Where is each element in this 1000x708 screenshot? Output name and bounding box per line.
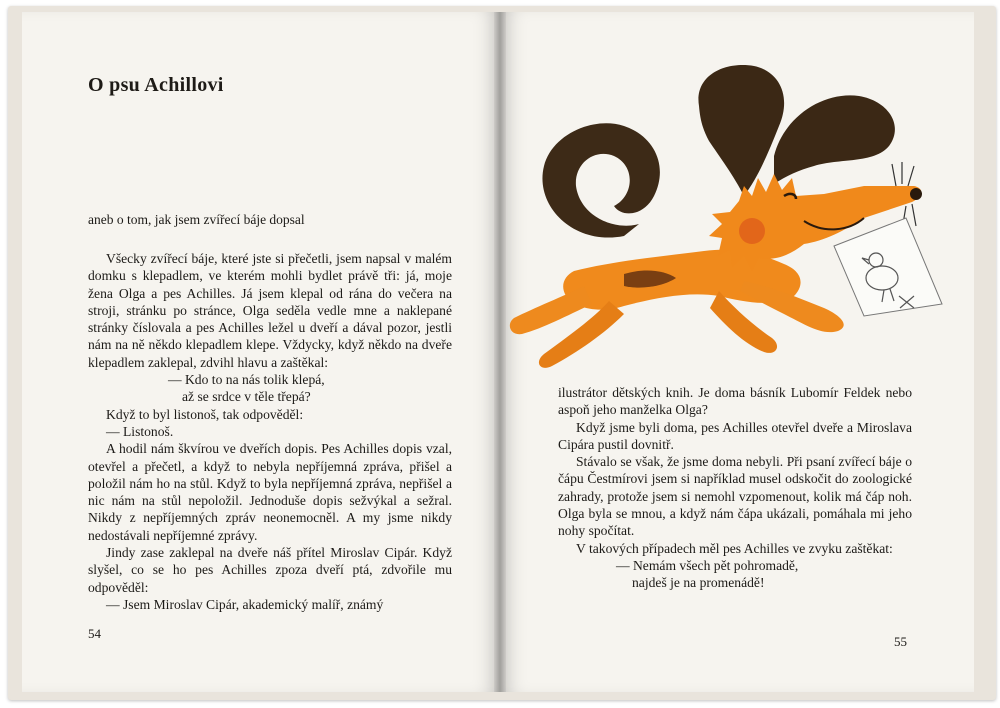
chapter-title: O psu Achillovi xyxy=(88,74,224,96)
dog-tail xyxy=(542,123,659,237)
dog-illustration xyxy=(504,46,954,376)
verse-line: až se srdce v těle třepá? xyxy=(182,389,311,405)
paragraph: Stávalo se však, že jsme doma nebyli. Při psaní zvířecí báje o čápu Čestmírovi jsem si například musel odskočit do zoologické zahrady, protože jsem si nemohl vzpomenout, kolik má čáp noh. Olga byla se mnou, a když nám čápa ukázali, pomáhala mi jeho nohy spočítat. xyxy=(558,454,912,539)
dog-cheek xyxy=(739,218,765,244)
paragraph: Když to byl listonoš, tak odpověděl: xyxy=(106,406,304,422)
dog-ear-right xyxy=(774,95,895,184)
left-page-text xyxy=(88,250,452,613)
right-page-text xyxy=(558,384,912,592)
dog-ear-left xyxy=(698,65,784,196)
paragraph: Všecky zvířecí báje, které jste si přečetli, jsem napsal v malém domku s klepadlem, ve kterém mohli bydlet právě tři: já, moje žena Olga a pes Achilles. Já jsem klepal od rána do večera na stroji, stránku po stránce, Olga seděla vedle mne a naklepané stránky číslovala a pes Achilles ležel u dveří a dával pozor, jestli nám na ně někdo klepadlem klepe. Vždycky, když někdo na dveře klepadlem zaklepal, zdvihl hlavu a zaštěkal: xyxy=(88,251,452,370)
dog-nose xyxy=(910,188,922,200)
paragraph: Když jsme byli doma, pes Achilles otevřel dveře a Miroslava Cipára pustil dovnitř. xyxy=(558,419,912,452)
book-gutter xyxy=(494,12,506,692)
dog-leg-back xyxy=(510,286,592,334)
verse-line: — Nemám všech pět pohromadě, xyxy=(616,557,799,573)
chapter-subtitle: aneb o tom, jak jsem zvířecí báje dopsal xyxy=(88,212,305,227)
dialogue-line: — Jsem Miroslav Cipár, akademický malíř, známý xyxy=(106,596,384,612)
right-page xyxy=(500,12,974,692)
paragraph: Jindy zase zaklepal na dveře náš přítel Miroslav Cipár. Když slyšel, co se ho pes Achilles zpoza dveří ptá, zdvořile mu odpověděl: xyxy=(88,545,452,595)
verse-line: — Kdo to na nás tolik klepá, xyxy=(168,372,325,388)
page-number: 55 xyxy=(894,634,907,649)
paragraph: A hodil nám škvírou ve dveřích dopis. Pes Achilles dopis vzal, otevřel a přečetl, a když to nebyla nepříjemná zpráva, přišel a položil nám ho na stůl. Když to byla nepříjemná zpráva, nepřišel a nic nám na stůl nepoložil. Jednoduše dopis sežvýkal a sežral. Nikdy z nepříjemných zpráv neonemocněl. A my jsme nikdy nedostávali nepříjemné zprávy. xyxy=(88,441,452,543)
left-page xyxy=(22,12,500,692)
paragraph: ilustrátor dětských knih. Je doma básník Lubomír Feldek nebo aspoň jeho manželka Olga? xyxy=(558,385,912,418)
verse-line: najdeš je na promenádě! xyxy=(632,575,765,591)
dialogue-line: — Listonoš. xyxy=(106,423,174,439)
page-number: 54 xyxy=(88,626,101,641)
paragraph: V takových případech měl pes Achilles ve zvyku zaštěkat: xyxy=(576,540,893,556)
